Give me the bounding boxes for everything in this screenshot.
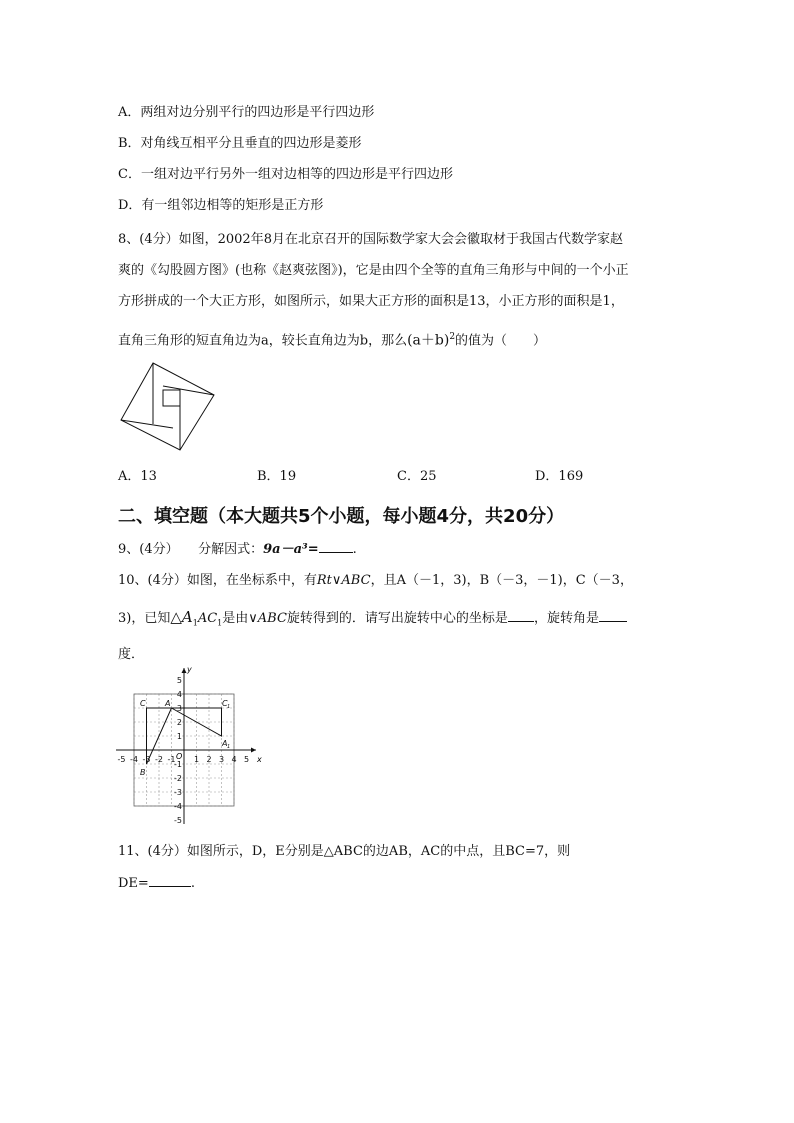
x-tick: 2 [206,755,212,764]
x-tick: -2 [155,755,163,764]
y-tick: -2 [174,774,182,783]
q10-abc: ∨ABC [248,611,287,626]
y-tick: -4 [174,802,182,811]
q7-option-a: A．两组对边分别平行的四边形是平行四边形 [118,105,375,120]
q11-de: DE= [118,876,149,891]
q7-option-c: C．一组对边平行另外一组对边相等的四边形是平行四边形 [118,167,453,182]
q9-prefix: 9、(4分） 分解因式： [118,542,264,557]
q10-line-2 [118,608,627,633]
y-axis-label: y [187,665,192,674]
q8-option-b: B．19 [257,469,297,484]
y-tick: 2 [176,718,182,727]
q10-center-blank[interactable] [508,609,534,622]
label-c1: C [222,699,228,708]
q8-option-c: C．25 [397,469,437,484]
axes [116,668,256,824]
y-tick: 4 [176,690,182,699]
label-a: A [165,699,171,708]
q8-line-2: 爽的《勾股圆方图》(也称《赵爽弦图》)，它是由四个全等的直角三角形与中间的一个小正 [118,263,629,278]
q10-sub-2: 1 [217,618,223,628]
q11-answer-blank[interactable] [149,874,191,887]
y-tick: 3 [176,704,182,713]
x-tick: -4 [130,755,138,764]
q7-option-d: D．有一组邻边相等的矩形是正方形 [118,198,324,213]
q8-line-1: 8、(4分）如图，2002年8月在北京召开的国际数学家大会会徽取材于我国古代数学家赵 [118,232,623,247]
q10-angle-blank[interactable] [599,609,627,622]
x-tick: 1 [193,755,200,764]
y-tick: -5 [174,816,182,825]
x-axis-arrow [251,748,256,753]
q10-line-2-angle: ，旋转角是 [533,611,599,626]
q9-end: . [352,542,357,557]
label-a1-sub: 1 [227,744,231,750]
q10-sub-1: 1 [192,618,198,628]
q8-line-3: 方形拼成的一个大正方形，如图所示，如果大正方形的面积是13，小正方形的面积是1， [118,294,624,309]
q10-line-2-text: 3)，已知 [118,611,171,626]
x-tick: -1 [167,755,176,764]
q8-expression: (a＋b) [407,332,450,349]
q10-line-2-mid: 是由 [222,611,249,626]
q10-ac: AC [197,611,218,626]
q11-line-2 [118,874,195,893]
q8-line-4-end: 的值为（ ） [455,333,547,349]
q10-line-1-text: 10、(4分）如图，在坐标系中，有 [118,573,317,588]
x-tick: 3 [218,755,225,764]
q8-line-4-text: 直角三角形的短直角边为a，较长直角边为b，那么 [118,333,408,349]
section-2-heading: 二、填空题（本大题共5个小题，每小题4分，共20分） [118,506,565,527]
y-tick: -1 [174,760,182,769]
label-a1: A [222,739,228,748]
x-tick: 5 [243,755,250,764]
q11-end: . [190,876,195,891]
coordinate-graph [112,664,262,834]
q8-option-d: D．169 [535,469,584,484]
y-axis-arrow [182,668,187,673]
q10-triangle-symbol: △A [170,608,193,626]
origin-label: O [176,752,183,761]
q10-line-1 [118,572,633,590]
q7-option-b: B．对角线互相平分且垂直的四边形是菱形 [118,136,362,151]
q10-line-2-rest: 旋转得到的．请写出旋转中心的坐标是 [286,611,508,626]
x-tick: -3 [142,755,151,764]
q10-rt-triangle: Rt∨ABC [316,573,371,588]
zhao-shuang-diagram [118,360,218,455]
inner-square [163,390,180,406]
x-tick: 4 [231,755,237,764]
q8-line-4 [118,328,546,350]
y-tick: 5 [176,676,182,685]
q9-expression: 9a－a³= [263,542,319,557]
x-tick: -5 [117,755,126,764]
label-c1-sub: 1 [227,704,231,710]
label-b: B [140,768,146,777]
label-c: C [140,699,146,708]
y-tick: -3 [174,788,182,797]
y-tick: 1 [176,732,182,741]
q10-line-1-rest: ，且A（－1，3)，B（－3，－1)，C（－3， [370,573,633,588]
q8-exponent: 2 [449,332,456,342]
q10-line-3: 度． [118,647,145,662]
q9-answer-blank[interactable] [319,540,353,553]
q9 [118,540,357,559]
q11-line-1: 11、(4分）如图所示，D，E分别是△ABC的边AB，AC的中点，且BC=7，则 [118,844,571,859]
q8-option-a: A．13 [118,469,157,484]
x-axis-label: x [257,755,262,764]
